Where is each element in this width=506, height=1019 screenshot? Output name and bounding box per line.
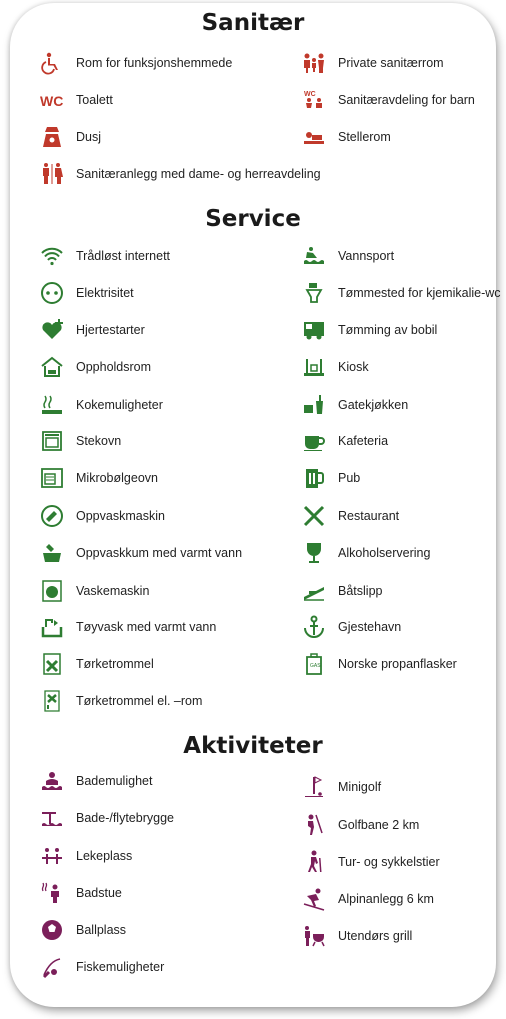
amenity-label: Oppvaskkum med varmt vann (76, 545, 243, 560)
amenity-label: Vaskemaskin (76, 583, 150, 598)
motorhome-icon (300, 318, 328, 342)
minigolf-icon (300, 775, 328, 799)
amenity-item (38, 392, 163, 418)
section-title-sanitaer: Sanitær (201, 10, 305, 36)
laundry-sink-icon (38, 615, 66, 639)
golf-icon (300, 813, 328, 837)
amenity-label: Pub (338, 470, 361, 485)
amenity-label: Minigolf (338, 779, 382, 794)
diving-dock-icon (38, 806, 66, 830)
amenity-item (38, 354, 151, 380)
amenity-label: Gjestehavn (338, 619, 402, 634)
amenity-label: Oppholdsrom (76, 359, 152, 374)
microwave-icon (38, 466, 66, 490)
amenity-label: Tørketrommel (76, 656, 154, 671)
hiking-icon (300, 850, 328, 874)
amenity-item (300, 280, 501, 306)
amenity-label: Rom for funksjonshemmede (76, 55, 233, 70)
amenity-label: Hjertestarter (76, 322, 145, 337)
amenity-label: Oppvaskmaskin (76, 508, 165, 523)
amenity-label: Sanitæravdeling for barn (338, 92, 475, 107)
washing-machine-icon (38, 579, 66, 603)
baby-changing-icon (300, 125, 328, 149)
amenity-label: Toalett (76, 92, 113, 107)
amenity-label: Kokemuligheter (76, 397, 163, 412)
amenity-label: Fiskemuligheter (76, 959, 165, 974)
amenity-label: Tømming av bobil (338, 322, 438, 337)
amenity-item (300, 354, 369, 380)
amenity-item (300, 87, 475, 113)
amenity-item (300, 392, 408, 418)
amenity-item (38, 124, 101, 150)
amenity-item (38, 87, 113, 113)
amenity-label: Ballplass (76, 922, 127, 937)
amenity-label: Utendørs grill (338, 928, 413, 943)
power-outlet-icon (38, 281, 66, 305)
amenity-item (300, 651, 457, 677)
amenity-item (38, 954, 164, 980)
amenity-item (38, 768, 152, 794)
amenity-item (38, 614, 216, 640)
amenity-label: Alpinanlegg 6 km (338, 891, 434, 906)
coffee-cup-icon (300, 429, 328, 453)
svg-text:WC: WC (40, 93, 64, 109)
family-icon (300, 51, 328, 75)
amenity-item (300, 428, 388, 454)
amenity-item (38, 917, 126, 943)
grill-icon (300, 924, 328, 948)
amenity-label: Golfbane 2 km (338, 817, 420, 832)
section-title-aktiviteter: Aktiviteter (183, 733, 323, 759)
svg-text:GAS: GAS (310, 663, 321, 669)
fishing-icon (38, 955, 66, 979)
oven-icon (38, 429, 66, 453)
amenity-label: Dusj (76, 129, 102, 144)
wheelchair-icon (38, 51, 66, 75)
gas-bottle-icon (300, 652, 328, 676)
amenity-item (38, 50, 232, 76)
amenity-label: Tur- og sykkelstier (338, 854, 440, 869)
amenity-item (300, 774, 381, 800)
kiosk-icon (300, 355, 328, 379)
playground-icon (38, 844, 66, 868)
amenity-item (38, 317, 145, 343)
chemical-wc-icon (300, 281, 328, 305)
amenity-item (300, 923, 412, 949)
amenity-item (38, 688, 202, 714)
amenity-label: Private sanitærrom (338, 55, 444, 70)
amenity-label: Vannsport (338, 248, 395, 263)
anchor-icon (300, 615, 328, 639)
amenity-label: Tømmested for kjemikalie-wc (338, 285, 501, 300)
defibrillator-icon (38, 318, 66, 342)
amenity-label: Kafeteria (338, 433, 389, 448)
amenity-label: Norske propanflasker (338, 656, 457, 671)
amenity-item (38, 465, 158, 491)
amenity-item (38, 843, 132, 869)
amenity-item (38, 880, 122, 906)
skiing-icon (300, 887, 328, 911)
amenity-item (300, 465, 360, 491)
lounge-icon (38, 355, 66, 379)
amenity-label: Tøyvask med varmt vann (76, 619, 217, 634)
amenity-item (300, 614, 401, 640)
amenity-item (300, 812, 419, 838)
amenity-label: Elektrisitet (76, 285, 134, 300)
amenity-item (300, 540, 430, 566)
sauna-icon (38, 881, 66, 905)
football-icon (38, 918, 66, 942)
cooking-icon (38, 393, 66, 417)
amenity-item (300, 849, 440, 875)
wc-icon (38, 88, 66, 112)
amenity-label: Alkoholservering (338, 545, 431, 560)
amenity-label: Mikrobølgeovn (76, 470, 158, 485)
amenity-label: Sanitæranlegg med dame- og herreavdeling (76, 166, 321, 181)
amenity-label: Trådløst internett (76, 248, 171, 263)
amenity-item (38, 805, 174, 831)
swimming-icon (38, 769, 66, 793)
amenity-item (38, 243, 170, 269)
svg-text:WC: WC (304, 91, 316, 98)
amenity-label: Restaurant (338, 508, 400, 523)
amenity-item (300, 578, 382, 604)
amenity-label: Badstue (76, 885, 122, 900)
shower-icon (38, 125, 66, 149)
amenity-label: Lekeplass (76, 848, 133, 863)
amenity-label: Bademulighet (76, 773, 153, 788)
amenity-item (300, 243, 394, 269)
amenity-item (300, 503, 399, 529)
amenity-item (300, 50, 444, 76)
beer-mug-icon (300, 466, 328, 490)
amenity-label: Tørketrommel el. –rom (76, 693, 203, 708)
wifi-icon (38, 244, 66, 268)
cutlery-icon (300, 504, 328, 528)
amenity-item (38, 540, 242, 566)
amenity-item (38, 578, 149, 604)
amenity-label: Stellerom (338, 129, 391, 144)
amenity-item (38, 651, 154, 677)
dishwasher-icon (38, 504, 66, 528)
amenity-item (38, 161, 321, 187)
amenity-item (38, 428, 121, 454)
amenity-label: Bade-/flytebrygge (76, 810, 174, 825)
amenity-item (38, 280, 134, 306)
amenity-item (38, 503, 165, 529)
section-title-service: Service (205, 206, 301, 232)
dish-sink-icon (38, 541, 66, 565)
watersport-icon (300, 244, 328, 268)
amenity-label: Kiosk (338, 359, 369, 374)
fast-food-icon (300, 393, 328, 417)
wine-glass-icon (300, 541, 328, 565)
amenity-item (300, 124, 391, 150)
amenity-label: Stekovn (76, 433, 122, 448)
tumble-dryer-icon (38, 652, 66, 676)
amenity-item (300, 317, 437, 343)
boat-ramp-icon (300, 579, 328, 603)
man-woman-icon (38, 162, 66, 186)
drying-room-icon (38, 689, 66, 713)
amenity-label: Båtslipp (338, 583, 383, 598)
children-wc-icon (300, 88, 328, 112)
amenity-item (300, 886, 434, 912)
amenity-label: Gatekjøkken (338, 397, 409, 412)
